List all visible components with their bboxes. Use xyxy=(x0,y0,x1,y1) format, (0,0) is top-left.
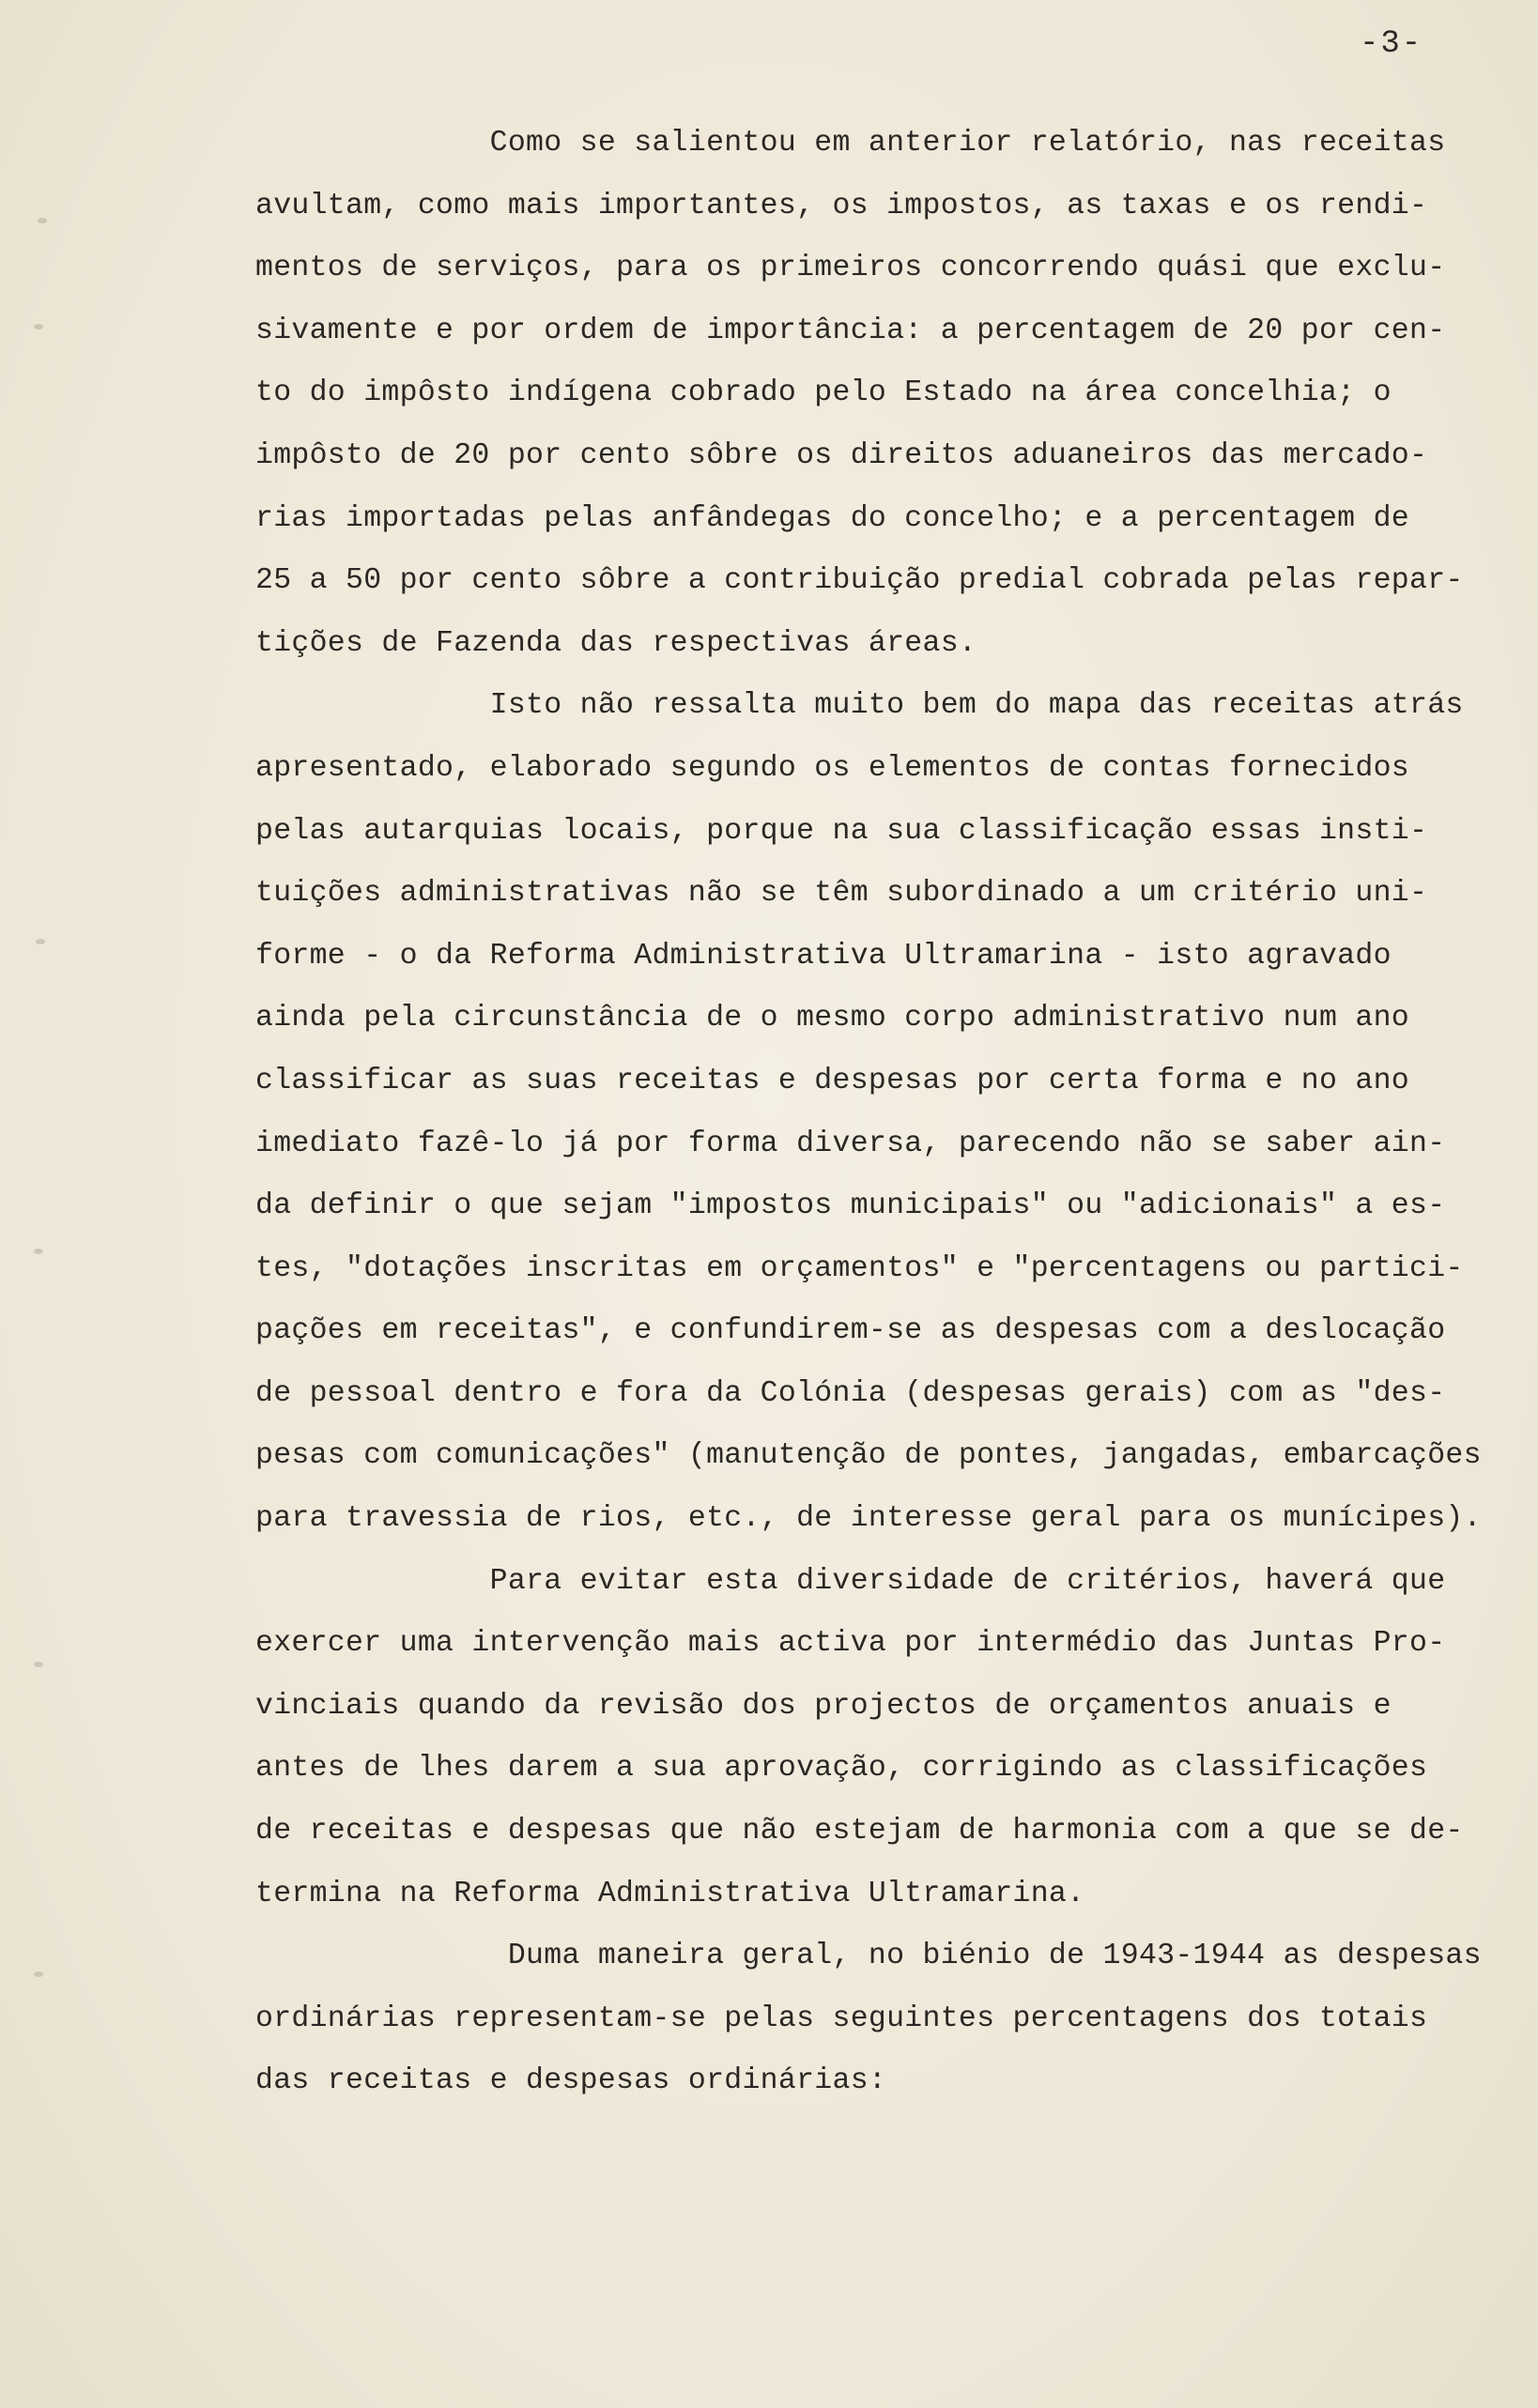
margin-mark xyxy=(34,1971,43,1977)
text-line: tuições administrativas não se têm subordinado a um critério uni- xyxy=(255,877,1428,911)
margin-mark xyxy=(38,218,47,223)
body-text xyxy=(255,113,1514,2113)
text-line: apresentado, elaborado segundo os elementos de contas fornecidos xyxy=(255,751,1409,785)
text-line: Isto não ressalta muito bem do mapa das receitas atrás xyxy=(255,689,1464,723)
margin-mark xyxy=(34,1662,43,1667)
text-line: Duma maneira geral, no biénio de 1943-1944 as despesas xyxy=(255,1940,1482,1973)
text-line: ainda pela circunstância de o mesmo corpo administrativo num ano xyxy=(255,1002,1409,1035)
text-line: antes de lhes darem a sua aprovação, corrigindo as classificações xyxy=(255,1752,1428,1786)
text-line: pelas autarquias locais, porque na sua classificação essas insti- xyxy=(255,814,1428,848)
text-line: das receitas e despesas ordinárias: xyxy=(255,2064,887,2098)
text-line: Como se salientou em anterior relatório, nas receitas xyxy=(255,127,1446,160)
text-line: tições de Fazenda das respectivas áreas. xyxy=(255,626,977,660)
text-line: termina na Reforma Administrativa Ultramarina. xyxy=(255,1877,1085,1910)
text-line: to do impôsto indígena cobrado pelo Estado na área concelhia; o xyxy=(255,376,1392,410)
margin-mark xyxy=(36,939,45,944)
text-line: de receitas e despesas que não estejam de harmonia com a que se de- xyxy=(255,1815,1464,1848)
text-line: mentos de serviços, para os primeiros concorrendo quási que exclu- xyxy=(255,252,1446,285)
text-line: para travessia de rios, etc., de interesse geral para os munícipes). xyxy=(255,1502,1482,1536)
text-line: pações em receitas", e confundirem-se as despesas com a deslocação xyxy=(255,1314,1446,1348)
text-line: Para evitar esta diversidade de critérios, haverá que xyxy=(255,1564,1446,1598)
text-line: 25 a 50 por cento sôbre a contribuição predial cobrada pelas repar- xyxy=(255,564,1464,598)
text-line: da definir o que sejam "impostos municipais" ou "adicionais" a es- xyxy=(255,1189,1446,1223)
text-line: sivamente e por ordem de importância: a percentagem de 20 por cen- xyxy=(255,314,1446,347)
text-line: pesas com comunicações" (manutenção de pontes, jangadas, embarcações xyxy=(255,1439,1482,1473)
text-line: classificar as suas receitas e despesas por certa forma e no ano xyxy=(255,1064,1409,1097)
text-line: exercer uma intervenção mais activa por intermédio das Juntas Pro- xyxy=(255,1627,1446,1661)
margin-mark xyxy=(34,324,43,330)
text-line: ordinárias representam-se pelas seguintes percentagens dos totais xyxy=(255,2002,1428,2035)
margin-mark xyxy=(34,1249,43,1254)
page-number: -3- xyxy=(1360,26,1423,62)
text-line: rias importadas pelas anfândegas do concelho; e a percentagem de xyxy=(255,501,1409,535)
text-line: avultam, como mais importantes, os impostos, as taxas e os rendi- xyxy=(255,189,1428,222)
text-line: impôsto de 20 por cento sôbre os direitos aduaneiros das mercado- xyxy=(255,438,1428,472)
text-line: de pessoal dentro e fora da Colónia (despesas gerais) com as "des- xyxy=(255,1376,1446,1410)
text-line: forme - o da Reforma Administrativa Ultramarina - isto agravado xyxy=(255,939,1392,973)
text-line: imediato fazê-lo já por forma diversa, parecendo não se saber ain- xyxy=(255,1127,1446,1160)
text-line: tes, "dotações inscritas em orçamentos" e "percentagens ou partici- xyxy=(255,1251,1464,1285)
text-line: vinciais quando da revisão dos projectos de orçamentos anuais e xyxy=(255,1689,1392,1723)
